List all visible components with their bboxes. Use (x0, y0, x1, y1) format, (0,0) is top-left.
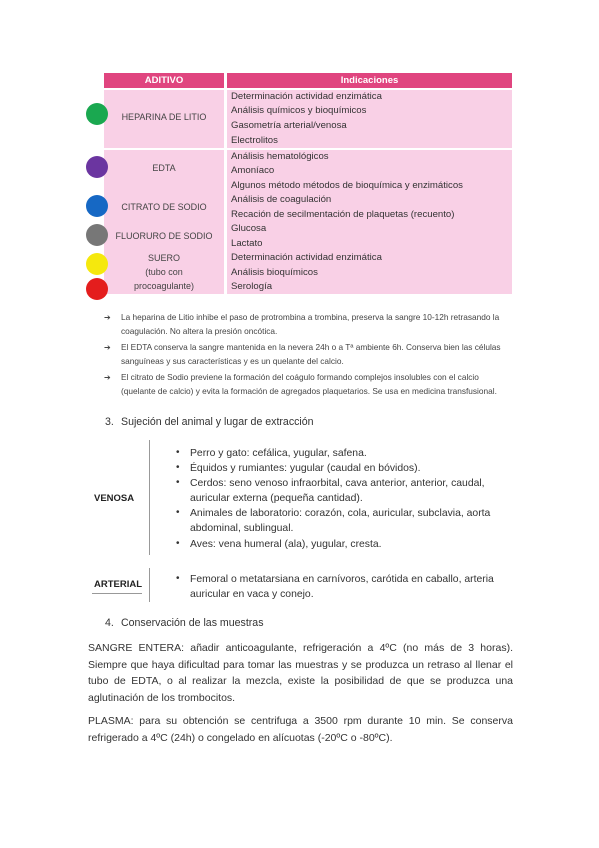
indication-row: Amoníaco (231, 165, 275, 176)
additive-suero-line3: procoagulante) (133, 281, 195, 291)
purple-tube-dot (86, 156, 108, 178)
note-citrato: El citrato de Sodio previene la formación del coágulo formando complejos insolubles con el calcio (quelante de calcio) y evita la formación de agregados plaquetarios. Se usa en medicina transfusional. (121, 372, 497, 396)
blue-tube-dot (86, 195, 108, 217)
additive-suero-line1: SUERO (147, 253, 180, 263)
bullet-icon: • (176, 573, 180, 584)
indication-row: Electrolitos (231, 135, 278, 146)
additive-suero-line2: (tubo con (145, 267, 183, 277)
indication-row: Recación de secilmentación de plaquetas (recuento) (231, 209, 455, 220)
note-edta: El EDTA conserva la sangre mantenida en la nevera 24h o a Tª ambiente 6h. Conserva bien las células sanguíneas y sus características y es un quelante del calcio. (121, 342, 501, 366)
arrow-bullet-icon: ➔ (104, 313, 111, 322)
indication-row: Gasometría arterial/venosa (231, 120, 347, 131)
header-additive: ADITIVO (104, 73, 224, 88)
gray-tube-dot (86, 224, 108, 246)
venosa-divider (149, 440, 150, 555)
arterial-divider (149, 568, 150, 602)
arterial-item: Femoral o metatarsiana en carnívoros, carótida en caballo, arteria auricular en vaca y conejo. (190, 574, 494, 600)
paragraph-plasma: PLASMA: para su obtención se centrifuga a 3500 rpm durante 10 min. Se conserva refrigerado a 4ºC (24h) o congelado en alícuotas (-20ºC o -80ºC). (88, 715, 513, 744)
section3-number: 3. (105, 416, 114, 428)
indication-row: Serología (231, 281, 273, 292)
section3-title: Sujeción del animal y lugar de extracción (121, 416, 314, 428)
venosa-item: Perro y gato: cefálica, yugular, safena. (190, 448, 367, 459)
section4-title: Conservación de las muestras (121, 617, 264, 629)
arrow-bullet-icon: ➔ (104, 343, 111, 352)
indication-row: Algunos método métodos de bioquímica y enzimáticos (231, 180, 463, 191)
venosa-item: Aves: vena humeral (ala), yugular, cresta. (190, 539, 382, 550)
additive-heparina: HEPARINA DE LITIO (121, 112, 207, 122)
section4-number: 4. (105, 617, 114, 629)
indication-row: Análisis hematológicos (231, 151, 329, 162)
arterial-underline (92, 593, 142, 594)
bullet-icon: • (176, 477, 180, 488)
venosa-item: Animales de laboratorio: corazón, cola, auricular, subclavia, aorta abdominal, sublingual. (190, 508, 491, 534)
paragraph-sangre-entera: SANGRE ENTERA: añadir anticoagulante, refrigeración a 4ºC (no más de 3 horas). Siempre que haya dificultad para tomar las muestras y se produzca un retraso al llenar el tubo de EDTA, o al realizar la mezcla, existe la posibilidad de que se produzca una aglutinación de los trombocitos. (88, 642, 513, 704)
indication-row: Lactato (231, 238, 263, 249)
header-indications: Indicaciones (227, 73, 512, 88)
additive-fluoruro: FLUORURO DE SODIO (115, 231, 213, 241)
bullet-icon: • (176, 447, 180, 458)
arterial-label: ARTERIAL (94, 579, 143, 590)
indication-row: Determinación actividad enzimática (231, 252, 382, 263)
bullet-icon: • (176, 538, 180, 549)
yellow-tube-dot (86, 253, 108, 275)
indication-row: Análisis químicos y bioquímicos (231, 105, 367, 116)
indication-row: Análisis de coagulación (231, 194, 332, 205)
indication-row: Determinación actividad enzimática (231, 91, 382, 102)
indication-row: Análisis bioquímicos (231, 267, 318, 278)
indication-row: Glucosa (231, 223, 267, 234)
venosa-label: VENOSA (94, 493, 135, 504)
arrow-bullet-icon: ➔ (104, 373, 111, 382)
bullet-icon: • (176, 507, 180, 518)
red-tube-dot (86, 278, 108, 300)
additive-citrato: CITRATO DE SODIO (121, 202, 207, 212)
note-heparina: La heparina de Litio inhibe el paso de protrombina a trombina, preserva la sangre 10-12h retrasando la coagulación. No altera la presión oncótica. (121, 312, 500, 336)
additive-edta: EDTA (152, 163, 176, 173)
green-tube-dot (86, 103, 108, 125)
venosa-item: Cerdos: seno venoso infraorbital, cava anterior, anterior, caudal, auricular externa (pequeña cantidad). (190, 478, 485, 504)
venosa-item: Équidos y rumiantes: yugular (caudal en bóvidos). (190, 463, 421, 474)
bullet-icon: • (176, 462, 180, 473)
